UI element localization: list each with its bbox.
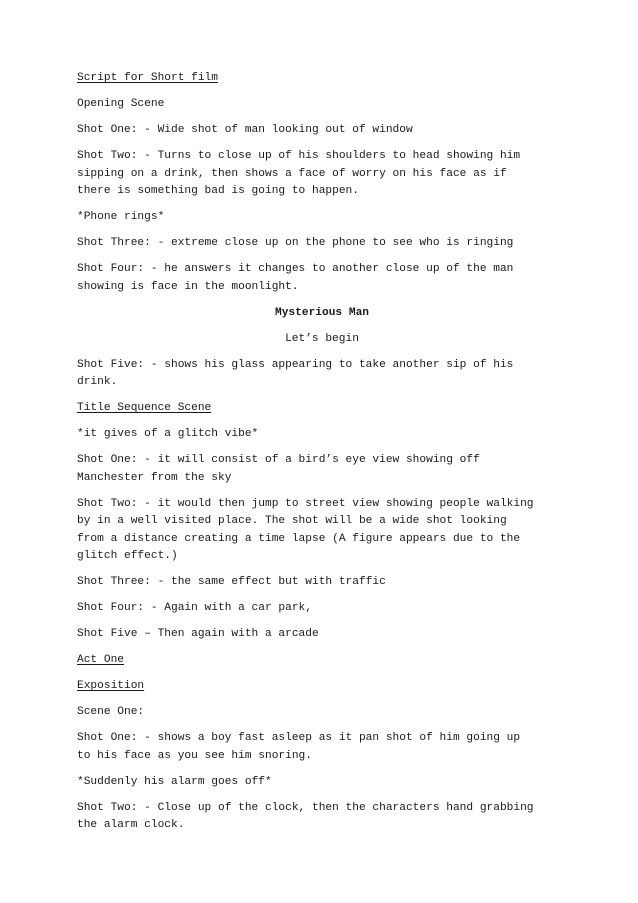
exposition-heading: Exposition <box>77 680 145 692</box>
opening-shot-one: Shot One: - Wide shot of man looking out of window <box>77 124 413 136</box>
character-name: Mysterious Man <box>275 306 369 319</box>
alarm-direction: *Suddenly his alarm goes off* <box>77 775 272 788</box>
opening-scene-heading: Opening Scene <box>77 98 165 110</box>
scene-one-label: Scene One: <box>77 706 145 718</box>
opening-shot-three: Shot Three: - extreme close up on the phone to see who is ringing <box>77 237 514 249</box>
scene-one-shot-two: Shot Two: - Close up of the clock, then the characters hand grabbing the alarm clock. <box>77 801 534 831</box>
glitch-vibe-direction: *it gives of a glitch vibe* <box>77 428 259 440</box>
opening-shot-four: Shot Four: - he answers it changes to another close up of the man showing is face in the moonlight. <box>77 263 514 293</box>
title-shot-one: Shot One: - it will consist of a bird’s eye view showing off Manchester from the sky <box>77 454 480 484</box>
phone-rings-direction: *Phone rings* <box>77 211 165 223</box>
opening-shot-two: Shot Two: - Turns to close up of his shoulders to head showing him sipping on a drink, then shows a face of worry on his face as if there is something bad is going to happen. <box>77 150 521 197</box>
title-shot-five: Shot Five – Then again with a arcade <box>77 628 319 640</box>
opening-shot-five: Shot Five: - shows his glass appearing to take another sip of his drink. <box>77 358 514 388</box>
document-title: Script for Short film <box>77 72 218 84</box>
act-one-heading: Act One <box>77 654 124 666</box>
title-sequence-heading: Title Sequence Scene <box>77 402 212 414</box>
scene-one-shot-one: Shot One: - shows a boy fast asleep as it pan shot of him going up to his face as you see him snoring. <box>77 732 521 762</box>
title-shot-three: Shot Three: - the same effect but with traffic <box>77 576 386 588</box>
title-shot-two: Shot Two: - it would then jump to street view showing people walking by in a well visited place. The shot will be a wide shot looking from a distance creating a time lapse (A figure appears due to the glitch effect.) <box>77 497 534 562</box>
title-shot-four: Shot Four: - Again with a car park, <box>77 602 312 614</box>
script-body <box>77 70 567 843</box>
dialogue-line: Let’s begin <box>285 332 359 345</box>
